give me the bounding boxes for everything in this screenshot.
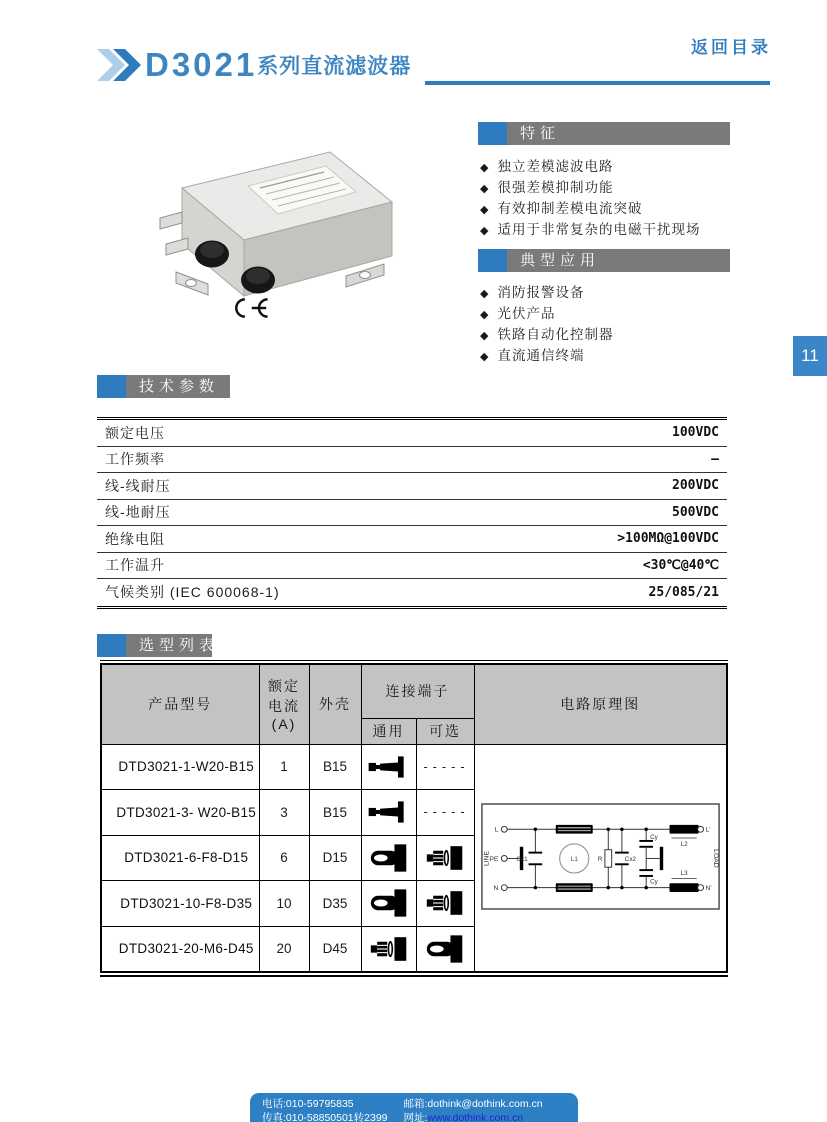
universal-terminal-cell: [361, 926, 416, 972]
footer-website-line: [404, 1112, 543, 1122]
case-cell: B15: [309, 790, 361, 836]
diamond-bullet-icon: ◆: [480, 288, 490, 300]
tech-param-row: [97, 420, 727, 447]
col-header-case: 外壳: [309, 664, 361, 744]
application-text: 直流通信终端: [497, 348, 585, 363]
product-photo: [118, 130, 428, 330]
rated-current-cell: 20: [259, 926, 309, 972]
tech-param-value: 200VDC: [672, 478, 719, 494]
product-model-cell: DTD3021-6-F8-D15: [101, 835, 259, 881]
tech-param-row: [97, 500, 727, 527]
product-model-cell: DTD3021-20-M6-D45: [101, 926, 259, 972]
footer-phone-column: [262, 1098, 388, 1122]
product-model-cell: DTD3021-10-F8-D35: [101, 881, 259, 927]
universal-terminal-cell: [361, 790, 416, 836]
tech-param-value: 25/085/21: [648, 584, 719, 600]
wire-terminal-icon: [367, 754, 411, 780]
selection-heading: 选型列表: [139, 637, 220, 654]
tech-param-label: 工作频率: [105, 451, 165, 468]
svg-text:N: N: [493, 884, 499, 892]
feature-item: [480, 220, 780, 241]
footer-website-label: 网址:: [403, 1111, 428, 1122]
selection-table: [100, 663, 728, 973]
features-list: [480, 157, 780, 241]
rated-current-cell: 6: [259, 835, 309, 881]
tech-params-heading-bar: [97, 375, 230, 398]
spade-terminal-icon: [369, 842, 409, 874]
footer-phone: 电话:010-59795835: [262, 1098, 354, 1110]
case-cell: D45: [309, 926, 361, 972]
optional-terminal-cell: [416, 881, 474, 927]
back-to-catalog-link[interactable]: 返回目录: [691, 38, 771, 57]
tech-param-row: [97, 473, 727, 500]
diamond-bullet-icon: ◆: [480, 204, 490, 216]
application-item: [480, 325, 780, 346]
svg-text:LINE: LINE: [483, 850, 491, 866]
table-bottom-rule: [100, 975, 728, 977]
tech-param-row: [97, 447, 727, 474]
diamond-bullet-icon: ◆: [480, 225, 490, 237]
series-model-title: D3021: [145, 46, 258, 83]
tech-param-value: —: [711, 451, 719, 467]
selection-table-wrap: [100, 660, 728, 977]
series-name-title: 系列直流滤波器: [257, 55, 412, 78]
spade-terminal-icon: [369, 887, 409, 919]
selection-table-row: [101, 744, 727, 790]
universal-terminal-cell: [361, 744, 416, 790]
screw-terminal-icon: [425, 842, 465, 874]
double-chevron-icon: [95, 48, 141, 82]
application-text: 光伏产品: [497, 306, 556, 321]
selection-heading-bar: [97, 634, 220, 657]
tech-param-row: [97, 579, 727, 606]
svg-text:L2: L2: [680, 840, 688, 848]
application-text: 铁路自动化控制器: [497, 327, 614, 342]
optional-terminal-cell: [416, 835, 474, 881]
tech-param-value: >100MΩ@100VDC: [617, 531, 719, 547]
svg-text:N': N': [705, 884, 712, 892]
optional-terminal-cell: [416, 926, 474, 972]
feature-text: 有效抑制差模电流突破: [497, 201, 643, 216]
case-cell: B15: [309, 744, 361, 790]
footer-fax: 传真:010-58850501转2399: [262, 1111, 388, 1122]
heading-accent-square: [97, 375, 126, 398]
tech-param-row: [97, 526, 727, 553]
svg-text:Cy: Cy: [649, 833, 658, 841]
screw-terminal-icon: [369, 933, 409, 965]
ce-mark-icon: [227, 294, 271, 322]
case-cell: D15: [309, 835, 361, 881]
application-item: [480, 346, 780, 367]
applications-list: [480, 283, 780, 367]
svg-text:PE: PE: [489, 855, 499, 863]
feature-item: [480, 199, 780, 220]
feature-item: [480, 178, 780, 199]
page-title: [95, 48, 411, 82]
tech-params-heading: 技术参数: [139, 378, 220, 395]
col-header-universal: 通用: [361, 718, 416, 744]
tech-param-label: 工作温升: [105, 557, 165, 574]
circuit-schematic: [479, 749, 722, 964]
rated-current-cell: 1: [259, 744, 309, 790]
col-header-product-model: 产品型号: [101, 664, 259, 744]
diamond-bullet-icon: ◆: [480, 351, 490, 363]
heading-accent-square: [478, 249, 507, 272]
universal-terminal-cell: [361, 835, 416, 881]
selection-table-body: [101, 744, 727, 972]
tech-param-value: 100VDC: [672, 425, 719, 441]
tech-param-label: 线-线耐压: [105, 477, 171, 494]
tech-param-value: <30℃@40℃: [642, 557, 719, 573]
optional-terminal-cell: -----: [416, 744, 474, 790]
svg-text:L1: L1: [570, 855, 578, 863]
feature-text: 很强差模抑制功能: [497, 180, 614, 195]
tech-param-row: [97, 553, 727, 580]
tech-param-value: 500VDC: [672, 504, 719, 520]
page-number-tab[interactable]: 11: [793, 336, 827, 376]
feature-item: [480, 157, 780, 178]
footer-contact-bar: [250, 1093, 578, 1122]
rated-current-cell: 3: [259, 790, 309, 836]
circuit-schematic-cell: [474, 744, 727, 972]
diamond-bullet-icon: ◆: [480, 183, 490, 195]
svg-text:L3: L3: [680, 869, 688, 877]
feature-text: 独立差模滤波电路: [497, 159, 614, 174]
heading-accent-square: [97, 634, 126, 657]
table-top-rule: [100, 660, 728, 661]
col-header-terminals: 连接端子: [361, 664, 474, 718]
svg-text:L': L': [705, 826, 711, 834]
optional-terminal-cell: -----: [416, 790, 474, 836]
tech-param-label: 线-地耐压: [105, 504, 171, 521]
features-heading: 特征: [520, 125, 561, 142]
application-item: [480, 304, 780, 325]
tech-param-label: 气候类别 (IEC 600068-1): [105, 584, 280, 601]
footer-website-link[interactable]: www.dothink.com.cn: [427, 1111, 524, 1122]
svg-text:Cx1: Cx1: [516, 855, 528, 863]
title-underline: [425, 81, 770, 85]
diamond-bullet-icon: ◆: [480, 330, 490, 342]
product-model-cell: DTD3021-1-W20-B15: [101, 744, 259, 790]
col-header-rated-current: 额定 电流 (A): [259, 664, 309, 744]
diamond-bullet-icon: ◆: [480, 162, 490, 174]
tech-params-table: [97, 417, 727, 609]
tech-param-label: 额定电压: [105, 424, 165, 441]
feature-text: 适用于非常复杂的电磁干扰现场: [497, 222, 701, 237]
product-model-cell: DTD3021-3- W20-B15: [101, 790, 259, 836]
col-header-optional: 可选: [416, 718, 474, 744]
screw-terminal-icon: [425, 887, 465, 919]
wire-terminal-icon: [367, 799, 411, 825]
case-cell: D35: [309, 881, 361, 927]
features-heading-bar: [478, 122, 730, 145]
svg-text:LOAD: LOAD: [711, 848, 719, 868]
rated-current-cell: 10: [259, 881, 309, 927]
tech-param-label: 绝缘电阻: [105, 530, 165, 547]
universal-terminal-cell: [361, 881, 416, 927]
selection-table-header: [101, 664, 727, 744]
svg-text:Cx2: Cx2: [624, 855, 636, 863]
application-item: [480, 283, 780, 304]
svg-text:Cy: Cy: [649, 878, 658, 886]
application-text: 消防报警设备: [497, 285, 585, 300]
diamond-bullet-icon: ◆: [480, 309, 490, 321]
applications-heading: 典型应用: [520, 252, 601, 269]
heading-accent-square: [478, 122, 507, 145]
footer-email: 邮箱:dothink@dothink.com.cn: [403, 1098, 543, 1110]
spade-terminal-icon: [425, 933, 465, 965]
footer-web-column: [404, 1098, 543, 1122]
svg-text:R: R: [597, 855, 603, 863]
applications-heading-bar: [478, 249, 730, 272]
svg-text:L: L: [494, 826, 499, 834]
col-header-schematic: 电路原理图: [474, 664, 727, 744]
